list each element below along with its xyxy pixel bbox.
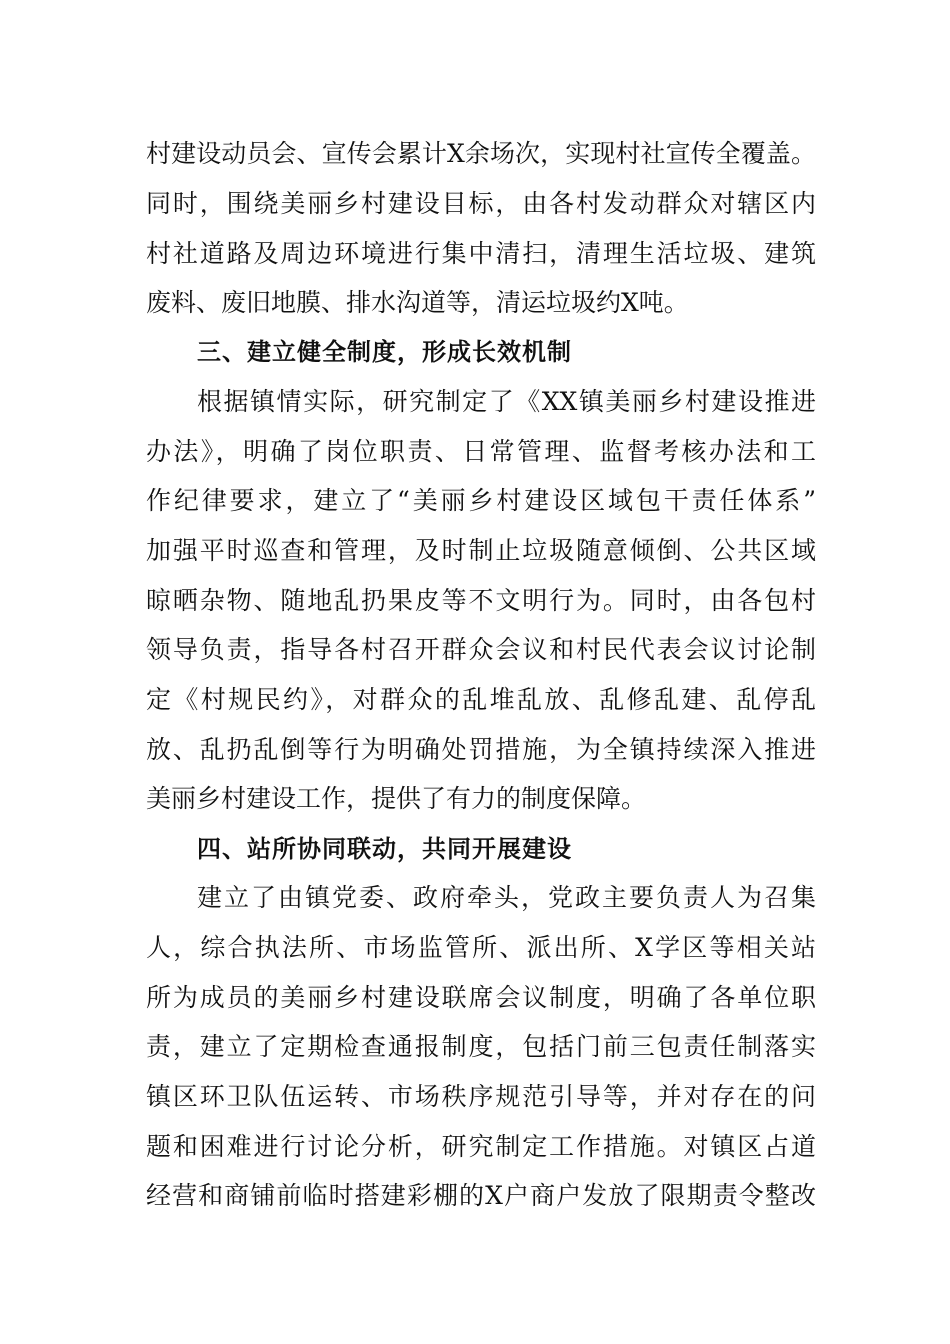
section-heading: 三、建立健全制度，形成长效机制 bbox=[197, 338, 572, 366]
paragraph-line: 责，建立了定期检查通报制度，包括门前三包责任制落实 bbox=[146, 1032, 816, 1061]
paragraph-line: 建立了由镇党委、政府牵头，党政主要负责人为召集 bbox=[197, 883, 816, 912]
paragraph-line: 放、乱扔乱倒等行为明确处罚措施，为全镇持续深入推进 bbox=[146, 735, 816, 764]
paragraph-line: 加强平时巡查和管理，及时制止垃圾随意倾倒、公共区域 bbox=[146, 536, 816, 565]
paragraph-line: 镇区环卫队伍运转、市场秩序规范引导等，并对存在的问 bbox=[146, 1082, 816, 1111]
paragraph-line: 所为成员的美丽乡村建设联席会议制度，明确了各单位职 bbox=[146, 983, 816, 1012]
paragraph-line: 村社道路及周边环境进行集中清扫，清理生活垃圾、建筑 bbox=[146, 239, 816, 268]
paragraph-line: 村建设动员会、宣传会累计X余场次，实现村社宣传全覆盖。 bbox=[146, 139, 816, 168]
paragraph-line: 定《村规民约》，对群众的乱堆乱放、乱修乱建、乱停乱 bbox=[146, 685, 816, 714]
paragraph-line: 办法》，明确了岗位职责、日常管理、监督考核办法和工 bbox=[146, 437, 816, 466]
section-heading: 四、站所协同联动，共同开展建设 bbox=[197, 835, 572, 863]
paragraph-line: 废料、废旧地膜、排水沟道等，清运垃圾约X吨。 bbox=[146, 288, 689, 317]
paragraph-line: 根据镇情实际，研究制定了《XX镇美丽乡村建设推进 bbox=[197, 387, 816, 416]
paragraph-line: 领导负责，指导各村召开群众会议和村民代表会议讨论制 bbox=[146, 635, 816, 664]
paragraph-line: 人，综合执法所、市场监管所、派出所、X学区等相关站 bbox=[146, 933, 816, 962]
paragraph-line: 经营和商铺前临时搭建彩棚的X户商户发放了限期责令整改 bbox=[146, 1181, 816, 1210]
paragraph-line: 题和困难进行讨论分析，研究制定工作措施。对镇区占道 bbox=[146, 1132, 816, 1161]
paragraph-line: 同时，围绕美丽乡村建设目标，由各村发动群众对辖区内 bbox=[146, 189, 816, 218]
paragraph-line: 作纪律要求，建立了“美丽乡村建设区域包干责任体系” bbox=[146, 486, 816, 515]
paragraph-line: 美丽乡村建设工作，提供了有力的制度保障。 bbox=[146, 784, 647, 813]
paragraph-line: 晾晒杂物、随地乱扔果皮等不文明行为。同时，由各包村 bbox=[146, 586, 816, 615]
